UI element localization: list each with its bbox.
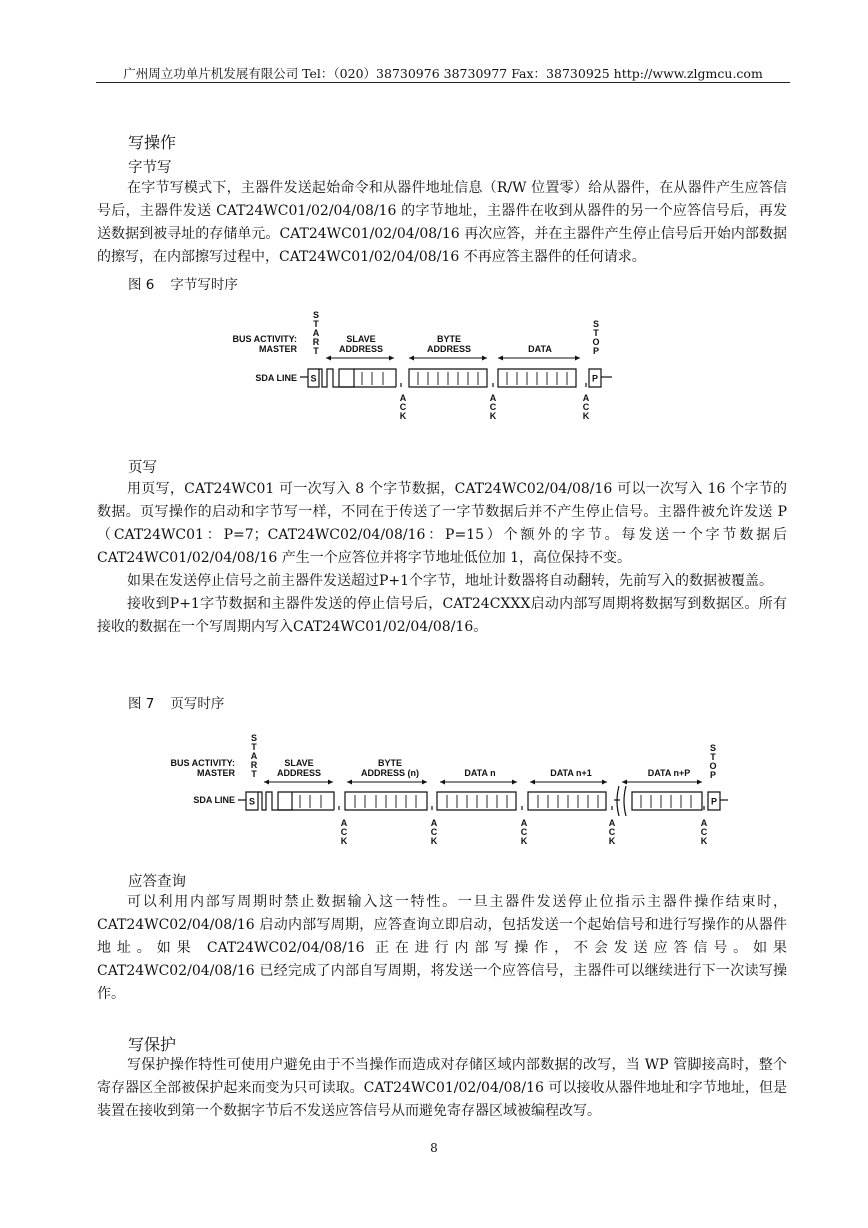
fig7-data-n-label: DATA n bbox=[464, 768, 496, 778]
fig6-ack-1-c: C bbox=[399, 402, 407, 412]
fig6-bus-activity-label: BUS ACTIVITY: bbox=[232, 334, 297, 344]
ack-polling-text: 可以利用内部写周期时禁止数据输入这一特性。一旦主器件发送停止位指示主器件操作结束时，CAT24WC02/04/08/16 启动内部写周期，应答查询立即启动，包括发送一个起始信号和进行写操作的从器件地址。如果 CAT24WC02/04/08/16 正在进行内部写操作，不会发送应答信号。如果 CAT24WC02/04/08/16 已经完成了内部自写周期，将发送一个应答信号，主器件可以继续进行下一次读写操作。 bbox=[97, 894, 787, 1002]
fig7-ack-4-k: K bbox=[608, 836, 616, 846]
fig6-stop-t: T bbox=[593, 328, 599, 338]
fig7-s-box: S bbox=[248, 796, 256, 807]
fig6-start-a: A bbox=[312, 328, 320, 338]
fig6-ack-2-k: K bbox=[489, 411, 497, 421]
fig6-sda-line-label: SDA LINE bbox=[255, 373, 297, 383]
fig7-ack-5-k: K bbox=[700, 836, 708, 846]
fig6-start-t: T bbox=[313, 319, 319, 329]
fig6-p-box: P bbox=[591, 373, 599, 384]
fig6-ack-3-c: C bbox=[582, 402, 590, 412]
fig7-ack-5-a: A bbox=[700, 818, 708, 828]
fig7-caption bbox=[128, 692, 224, 712]
fig7-ack-5-c: C bbox=[700, 827, 708, 837]
fig7-sda-waveform bbox=[238, 786, 728, 816]
fig7-p-box: P bbox=[710, 796, 718, 807]
fig7-ack-1-k: K bbox=[340, 836, 348, 846]
ack-polling-paragraph bbox=[97, 891, 787, 1006]
fig6-ack-2 bbox=[490, 393, 497, 421]
fig7-slave-label-1: SLAVE bbox=[284, 758, 314, 768]
fig7-stop-s: S bbox=[709, 743, 717, 753]
page-write-p2: 如果在发送停止信号之前主器件发送超过P+1个字节，地址计数器将自动翻转，先前写入的数据被覆盖。 bbox=[127, 573, 774, 589]
fig6-number: 图 6 bbox=[128, 277, 155, 293]
page-number: 8 bbox=[430, 1141, 438, 1155]
fig7-sda-line-label: SDA LINE bbox=[193, 795, 235, 805]
fig7-ack-3-a: A bbox=[520, 818, 528, 828]
fig6-stop-label bbox=[592, 319, 599, 356]
fig7-ack-2-c: C bbox=[430, 827, 438, 837]
fig6-start-t2: T bbox=[313, 346, 319, 356]
fig6-ack-3 bbox=[583, 393, 590, 421]
fig7-number: 图 7 bbox=[128, 696, 155, 712]
fig7-ack-4 bbox=[609, 818, 616, 846]
fig6-ack-1-k: K bbox=[399, 411, 407, 421]
fig7-ack-3-k: K bbox=[520, 836, 528, 846]
fig7-data-n1-label: DATA n+1 bbox=[550, 768, 592, 778]
fig7-start-r: R bbox=[250, 760, 258, 770]
fig7-ack-2 bbox=[431, 818, 438, 846]
fig6-stop-p: P bbox=[592, 346, 600, 356]
fig6-start-s: S bbox=[312, 310, 320, 320]
fig6-slave-label-2: ADDRESS bbox=[338, 344, 384, 354]
fig7-stop-o: O bbox=[709, 761, 717, 771]
fig6-s-box: S bbox=[310, 373, 317, 384]
fig6-bit-dividers bbox=[362, 372, 567, 385]
fig7-ack-4-a: A bbox=[608, 818, 616, 828]
fig7-ack-4-c: C bbox=[608, 827, 616, 837]
fig6-stop-o: O bbox=[592, 337, 600, 347]
page-write-p1: 用页写，CAT24WC01 可一次写入 8 个字节数据，CAT24WC02/04/08/16 可以一次写入 16 个字节的数据。页写操作的启动和字节写一样，不同在于传送了一字节数据后并不产生停止信号。主器件被允许发送 P（CAT24WC01：P=7；CAT24WC02/04/08/16：P=15）个额外的字节。每发送一个字节数据后 CAT24WC01/02/04/08/16 产生一个应答位并将字节地址低位加 1，高位保持不变。 bbox=[97, 481, 787, 566]
fig6-ack-2-a: A bbox=[489, 393, 497, 403]
section-title-page-write: 页写 bbox=[128, 460, 157, 476]
fig7-byte-address-label-2: ADDRESS (n) bbox=[361, 768, 419, 778]
fig7-start-a: A bbox=[250, 751, 258, 761]
section-title-ack-polling: 应答查询 bbox=[128, 874, 186, 890]
fig7-bracket-arrows bbox=[264, 780, 702, 785]
fig6-ack-2-c: C bbox=[489, 402, 497, 412]
fig7-ack-1 bbox=[341, 818, 348, 846]
fig6-ack-1-a: A bbox=[399, 393, 407, 403]
section-title-write: 写操作 bbox=[128, 133, 177, 152]
page-header: 广州周立功单片机发展有限公司 Tel：（020）38730976 38730977 Fax：38730925 http://www.zlgmcu.com bbox=[123, 66, 763, 81]
fig6-byte-address-label-2: ADDRESS bbox=[426, 344, 472, 354]
fig7-master-label: MASTER bbox=[197, 768, 235, 778]
fig6-sda-waveform bbox=[300, 369, 612, 387]
section-title-byte-write: 字节写 bbox=[128, 160, 172, 176]
fig6-ack-3-k: K bbox=[582, 411, 590, 421]
fig7-ack-2-k: K bbox=[430, 836, 438, 846]
write-protect-paragraph bbox=[97, 1054, 787, 1123]
fig7-ack-5 bbox=[701, 818, 708, 846]
fig7-ack-3 bbox=[521, 818, 528, 846]
write-protect-text: 写保护操作特性可使用户避免由于不当操作而造成对存储区域内部数据的改写，当 WP 管脚接高时，整个寄存器区全部被保护起来而变为只可读取。CAT24WC01/02/04/08/16 可以接收从器件地址和字节地址，但是装置在接收到第一个数据字节后不发送应答信号从而避免寄存器区域被编程改写。 bbox=[97, 1057, 787, 1119]
fig6-bracket-arrows bbox=[326, 356, 580, 361]
fig6-master-label: MASTER bbox=[259, 344, 297, 354]
fig7-title: 页写时序 bbox=[170, 696, 225, 712]
fig7-data-np-label: DATA n+P bbox=[647, 768, 691, 778]
fig7-bus-activity-label: BUS ACTIVITY: bbox=[170, 758, 235, 768]
fig6-stop-s: S bbox=[592, 319, 600, 329]
page-write-p3: 接收到P+1字节数据和主器件发送的停止信号后，CAT24CXXX启动内部写周期将数据写到数据区。所有接收的数据在一个写周期内写入CAT24WC01/02/04/08/16。 bbox=[97, 596, 787, 635]
fig6-start-label bbox=[313, 310, 320, 356]
fig6-start-r: R bbox=[312, 337, 320, 347]
fig6-title: 字节写时序 bbox=[170, 277, 238, 293]
fig7-stop-p: P bbox=[709, 770, 717, 780]
fig7-start-t: T bbox=[251, 742, 257, 752]
header-rule bbox=[96, 82, 790, 83]
fig7-ack-2-a: A bbox=[430, 818, 438, 828]
fig7-ack-1-c: C bbox=[340, 827, 348, 837]
fig6-slave-label-1: SLAVE bbox=[346, 334, 376, 344]
byte-write-paragraph bbox=[97, 177, 787, 269]
byte-write-text: 在字节写模式下，主器件发送起始命令和从器件地址信息（R/W 位置零）给从器件，在从器件产生应答信号后，主器件发送 CAT24WC01/02/04/08/16 的字节地址，主器件在收到从器件的另一个应答信号后，再发送数据到被寻址的存储单元。CAT24WC01/02/04/08/16 再次应答，并在主器件产生停止信号后开始内部数据的擦写，在内部擦写过程中，CAT24WC01/02/04/08/16 不再应答主器件的任何请求。 bbox=[97, 180, 787, 265]
fig7-bit-dividers bbox=[300, 795, 691, 808]
fig7-ack-3-c: C bbox=[520, 827, 528, 837]
fig7-ack-1-a: A bbox=[340, 818, 348, 828]
fig7-slave-label-2: ADDRESS bbox=[276, 768, 322, 778]
page-write-paragraphs bbox=[97, 478, 787, 639]
fig6-ack-1 bbox=[400, 393, 407, 421]
fig7-stop-label bbox=[709, 743, 716, 780]
fig6-caption bbox=[128, 273, 238, 293]
fig7-stop-t: T bbox=[710, 752, 716, 762]
fig7-byte-address-label-1: BYTE bbox=[377, 758, 403, 768]
fig6-byte-address-label-1: BYTE bbox=[436, 334, 462, 344]
fig7-start-label bbox=[251, 733, 258, 779]
fig7-start-t2: T bbox=[251, 769, 257, 779]
section-title-write-protect: 写保护 bbox=[128, 1035, 177, 1054]
fig7-start-s: S bbox=[250, 733, 258, 743]
fig6-ack-3-a: A bbox=[582, 393, 590, 403]
fig6-data-label: DATA bbox=[528, 344, 552, 354]
